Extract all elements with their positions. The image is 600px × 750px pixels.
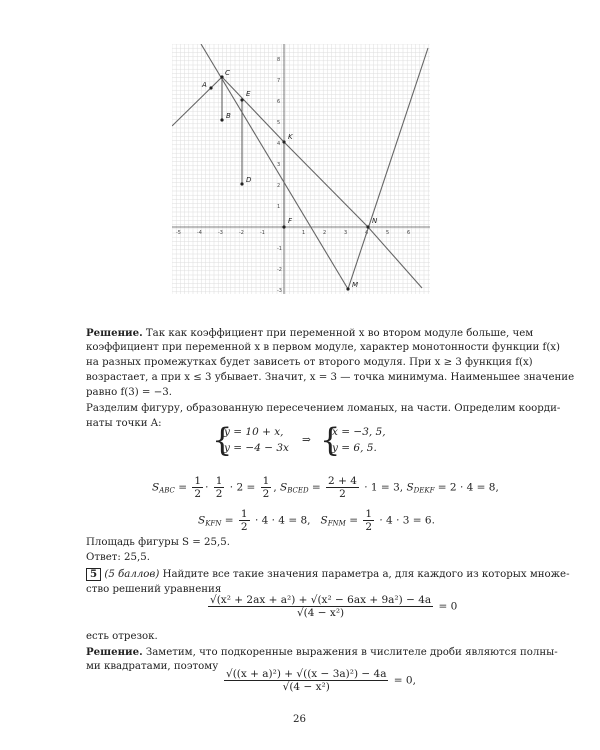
right-brace: { — [320, 421, 341, 459]
point-d-label: D — [246, 176, 252, 184]
solution1-line1: Решение. Так как коэффициент при переменной x во втором модуле больше, чем — [86, 327, 534, 339]
x-tick-label: 2 — [323, 230, 327, 236]
y-tick-label: -1 — [277, 246, 282, 252]
y-tick-label: 7 — [277, 78, 281, 84]
x-tick-label: 1 — [302, 230, 306, 236]
system-right-1: x = −3, 5, — [332, 426, 386, 438]
x-tick-label: -2 — [239, 230, 244, 236]
solution2-line2: ми квадратами, поэтому — [86, 661, 219, 672]
y-tick-label: 3 — [277, 162, 281, 168]
solution2-equation: $\frac{\text{√((x + a)²) + √((x − 3a)²) − 4a}}{\text{√(4 − x²)}}$ = 0, — [226, 668, 416, 693]
function-graph — [172, 44, 430, 294]
point-c-label: C — [225, 69, 230, 77]
page-number: 26 — [293, 714, 306, 725]
answer: Ответ: 25,5. — [86, 552, 150, 563]
point-b-label: B — [226, 112, 231, 120]
axis-tick-labels — [176, 57, 410, 294]
solution1-line6: Разделим фигуру, образованную пересечением ломаных, на части. Определим коорди- — [86, 403, 561, 414]
x-tick-label: 4 — [365, 230, 369, 236]
system-right-2: y = 6, 5. — [332, 442, 377, 454]
x-tick-label: 5 — [386, 230, 390, 236]
solution1-line4: возрастает, а при x ≤ 3 убывает. Значит, x = 3 — точка минимума. Наименьшее значение — [86, 372, 575, 383]
implies-arrow: ⇒ — [302, 434, 311, 446]
point-f-label: F — [288, 217, 293, 225]
axes — [172, 44, 430, 294]
point-e-label: E — [246, 90, 251, 98]
y-tick-label: 6 — [277, 99, 281, 105]
problem5-line3: есть отрезок. — [86, 631, 158, 642]
line-left-desc — [201, 44, 348, 289]
problem5-equation: $\frac{\text{√(x² + 2ax + a²) + √(x² − 6ax + 9a²) − 4a}}{\text{√(4 − x²)}}$ = 0 — [210, 594, 458, 619]
y-tick-label: 4 — [277, 141, 281, 147]
areas-line1: $S_{ABC}$ = $\frac{1}{2}$ · $\frac{1}{2}$ · 2 = $\frac{1}{2}$ , $S_{BCED}$ = $\frac{2 + 4}{2}$ · 1 = 3, $S_{DEKF} = 2 \cdot 4 = 8$, — [152, 475, 499, 500]
left-brace: { — [212, 421, 233, 459]
problem5-line2: ство решений уравнения — [86, 584, 222, 595]
x-tick-label: 6 — [407, 230, 411, 236]
x-tick-label: 3 — [344, 230, 348, 236]
system-of-equations — [212, 420, 412, 464]
solution1-line7: наты точки A: — [86, 418, 162, 429]
system-left-2: y = −4 − 3x — [224, 442, 289, 454]
y-tick-label: 8 — [277, 57, 281, 63]
solution1-line5: равно f(3) = −3. — [86, 387, 172, 398]
point-k-label: K — [288, 133, 293, 141]
areas-line2: $S_{KFN}$ = $\frac{1}{2}$ · 4 · 4 = 8, $S_{FNM}$ = $\frac{1}{2}$ · 4 · 3 = 6. — [198, 508, 435, 533]
problem-number-box: 5 — [86, 568, 101, 581]
x-tick-label: -1 — [260, 230, 265, 236]
solution2-line1: Решение. Заметим, что подкоренные выражения в числителе дроби являются полны- — [86, 646, 558, 658]
polylines — [172, 44, 428, 289]
point-m-label: M — [352, 281, 359, 289]
point-a-label: A — [202, 81, 207, 89]
line-right-asc — [348, 48, 428, 289]
y-tick-label: -3 — [277, 288, 282, 294]
x-tick-label: -3 — [218, 230, 223, 236]
solution1-line3: на разных промежутках будет зависеть от второго модуля. При x ≥ 3 функция f(x) — [86, 357, 533, 368]
y-tick-label: 2 — [277, 183, 281, 189]
y-tick-label: 1 — [277, 204, 281, 210]
system-left-1: y = 10 + x, — [224, 426, 284, 438]
solution1-line2: коэффициент при переменной x в первом модуле, характер монотонности функции f(x) — [86, 342, 561, 353]
x-tick-label: -5 — [176, 230, 181, 236]
y-tick-label: 5 — [277, 120, 281, 126]
problem5-line1: 5 (5 баллов) Найдите все такие значения параметра a, для каждого из которых множе- — [86, 568, 570, 583]
grid — [172, 44, 430, 294]
point-n-label: N — [372, 217, 378, 225]
area-result: Площадь фигуры S = 25,5. — [86, 537, 230, 548]
y-tick-label: -2 — [277, 267, 282, 273]
x-tick-label: -4 — [197, 230, 202, 236]
